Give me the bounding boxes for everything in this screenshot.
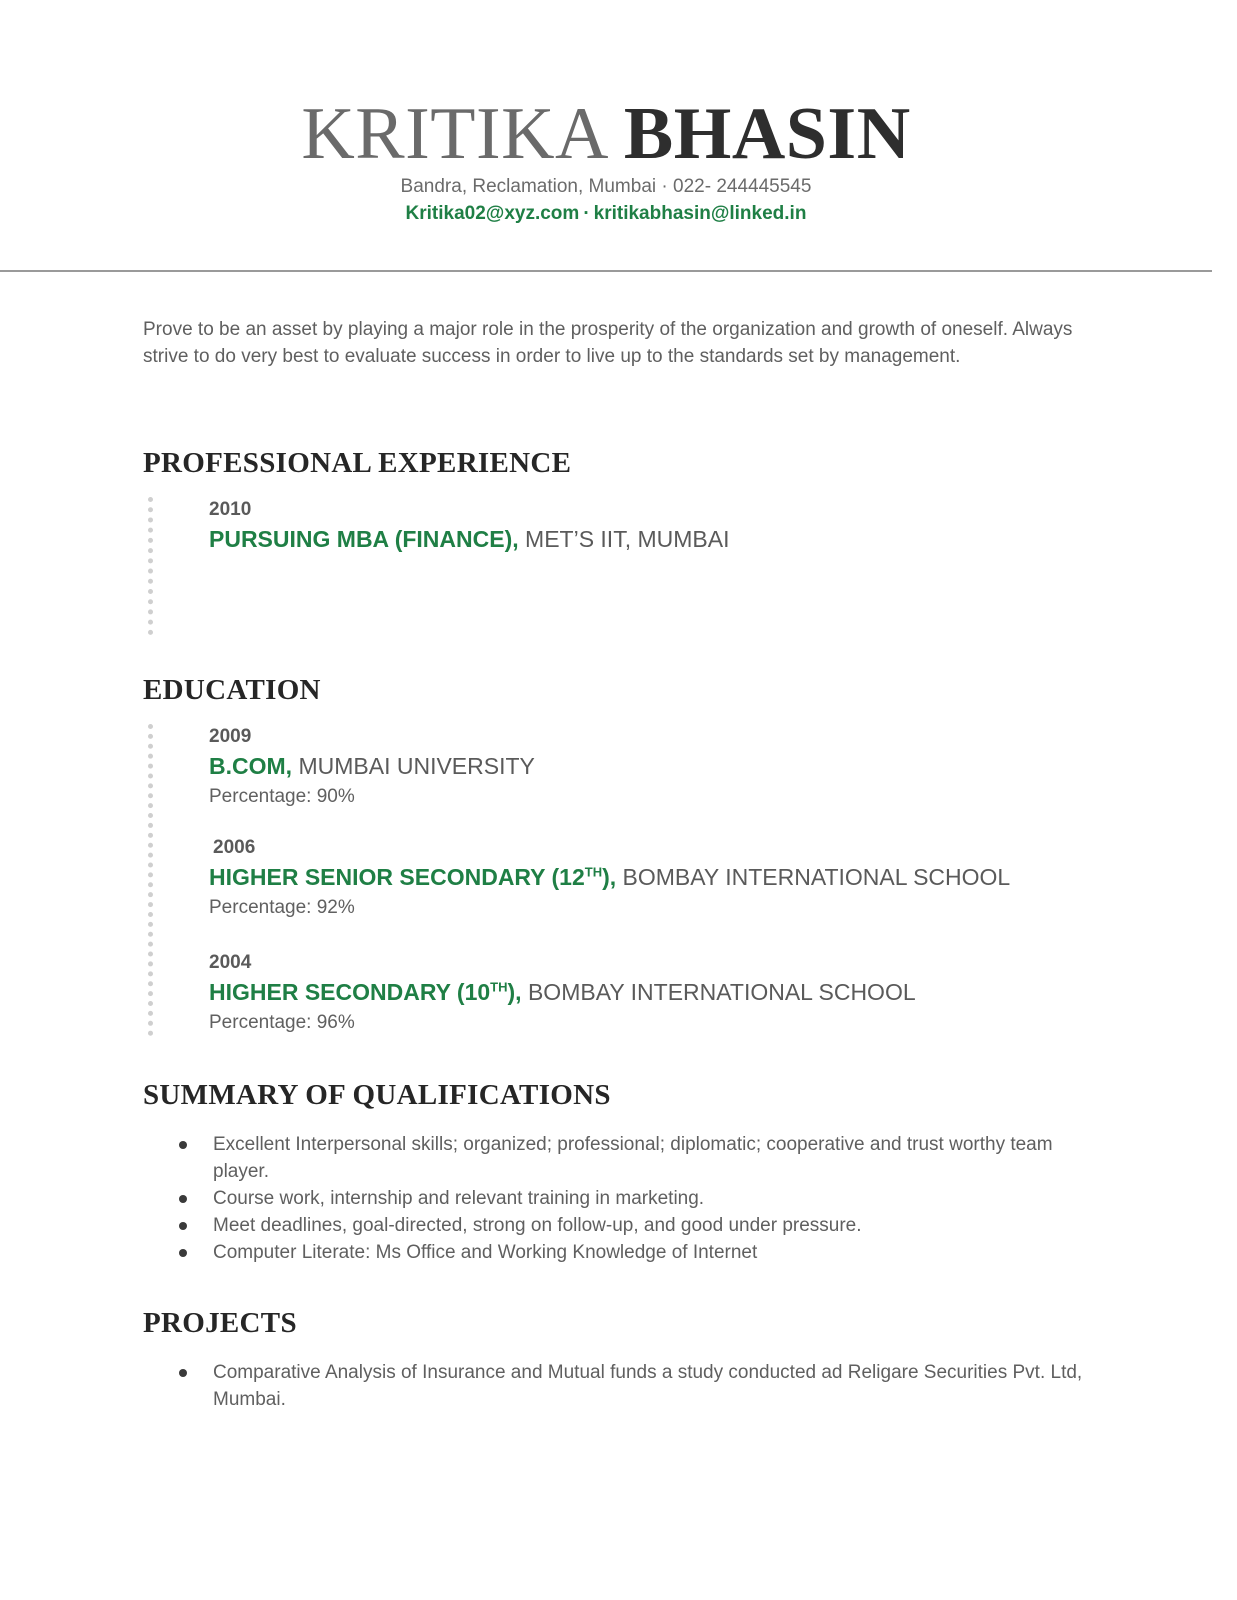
list-item: Excellent Interpersonal skills; organized; professional; diplomatic; cooperative and trust worthy team player. — [143, 1131, 1083, 1185]
entry-year: 2009 — [209, 726, 252, 747]
bullet-icon — [179, 1249, 187, 1257]
header-divider — [0, 270, 1212, 272]
entry-title — [209, 525, 729, 553]
entry-institution: BOMBAY INTERNATIONAL SCHOOL — [622, 864, 1011, 890]
section-title-qualifications: SUMMARY OF QUALIFICATIONS — [143, 1079, 611, 1111]
entry-degree: B.COM, — [209, 753, 293, 779]
entry-degree: HIGHER SENIOR SECONDARY (12TH), — [209, 864, 617, 890]
bullet-icon — [179, 1222, 187, 1230]
experience-entry — [209, 498, 729, 553]
entry-role: PURSUING MBA (FINANCE), — [209, 526, 519, 552]
objective-text: Prove to be an asset by playing a major role in the prosperity of the organization and growth of oneself. Always strive to do very best to evaluate success in order to live up to the standards set by management. — [143, 319, 1073, 367]
entry-detail: Percentage: 96% — [209, 1012, 355, 1033]
entry-degree: HIGHER SECONDARY (10TH), — [209, 979, 522, 1005]
education-entry — [209, 725, 535, 809]
contact-links: Kritika02@xyz.com · kritikabhasin@linked.in — [405, 203, 807, 224]
last-name: BHASIN — [623, 93, 911, 175]
bullet-icon — [179, 1141, 187, 1149]
entry-detail: Percentage: 92% — [209, 897, 355, 918]
list-item: Computer Literate: Ms Office and Working Knowledge of Internet — [143, 1239, 1083, 1266]
bullet-icon — [179, 1369, 187, 1377]
bullet-icon — [179, 1195, 187, 1203]
contact-line: Bandra, Reclamation, Mumbai · 022- 244445545 — [400, 176, 812, 197]
email-link[interactable]: Kritika02@xyz.com — [405, 203, 580, 224]
entry-place: MET’S IIT, MUMBAI — [525, 526, 730, 552]
qualifications-list — [143, 1131, 1083, 1266]
section-title-education: EDUCATION — [143, 674, 321, 706]
list-item: Course work, internship and relevant training in marketing. — [143, 1185, 1083, 1212]
projects-list — [143, 1359, 1083, 1413]
entry-institution: BOMBAY INTERNATIONAL SCHOOL — [527, 979, 916, 1005]
entry-title — [209, 752, 535, 780]
section-title-projects: PROJECTS — [143, 1307, 297, 1339]
experience-timeline-bar — [148, 497, 153, 635]
phone: 022- 244445545 — [673, 176, 812, 197]
linkedin-link[interactable]: kritikabhasin@linked.in — [593, 203, 807, 224]
address: Bandra, Reclamation, Mumbai — [400, 176, 657, 197]
entry-institution: MUMBAI UNIVERSITY — [298, 753, 535, 779]
entry-detail: Percentage: 90% — [209, 786, 355, 807]
section-title-experience: PROFESSIONAL EXPERIENCE — [143, 447, 572, 479]
list-item: Comparative Analysis of Insurance and Mutual funds a study conducted ad Religare Securities Pvt. Ltd, Mumbai. — [143, 1359, 1083, 1413]
entry-year: 2010 — [209, 499, 252, 520]
entry-title — [209, 863, 1010, 891]
entry-year: 2006 — [213, 837, 256, 858]
entry-year: 2004 — [209, 952, 252, 973]
first-name: KRITIKA — [301, 93, 605, 175]
education-entry — [209, 836, 1010, 920]
list-item: Meet deadlines, goal-directed, strong on follow-up, and good under pressure. — [143, 1212, 1083, 1239]
entry-title — [209, 978, 916, 1006]
education-entry — [209, 951, 916, 1035]
candidate-name — [0, 92, 1212, 176]
education-timeline-bar — [148, 724, 153, 1036]
